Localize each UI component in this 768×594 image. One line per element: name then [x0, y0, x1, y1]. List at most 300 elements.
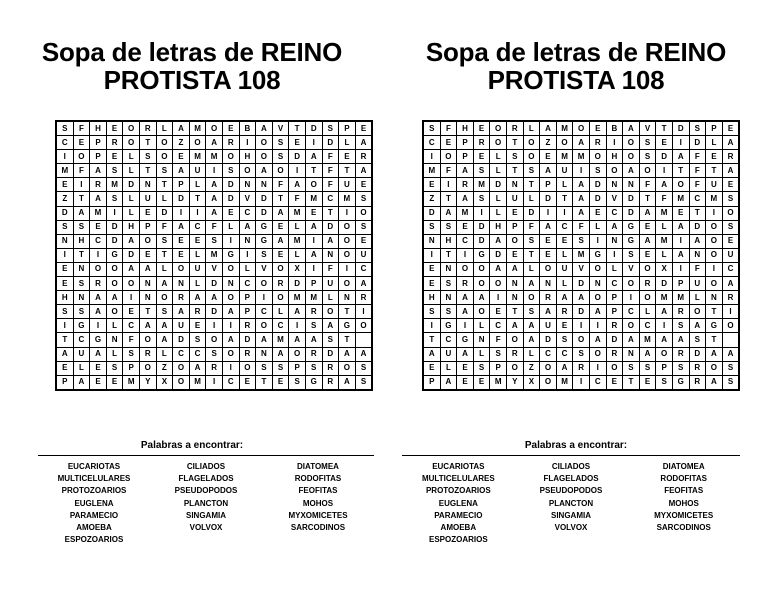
grid-cell: E — [355, 121, 372, 136]
grid-cell: O — [90, 262, 107, 276]
grid-cell: E — [506, 248, 523, 262]
grid-cell: E — [556, 319, 573, 333]
grid-cell: O — [222, 291, 239, 305]
grid-cell: D — [490, 248, 507, 262]
grid-cell: O — [173, 361, 190, 375]
grid-cell: P — [173, 178, 190, 192]
grid-cell: A — [457, 347, 474, 361]
grid-cell: F — [573, 220, 590, 234]
grid-cell: E — [339, 150, 356, 164]
grid-cell: A — [556, 361, 573, 375]
grid-cell: I — [589, 234, 606, 248]
grid-cell: E — [289, 136, 306, 150]
grid-cell: I — [123, 291, 140, 305]
grid-cell: T — [139, 305, 156, 319]
grid-cell: O — [589, 262, 606, 276]
word-item: EUGLENA — [74, 498, 114, 508]
grid-cell: V — [239, 192, 256, 206]
divider-line — [38, 455, 374, 456]
grid-cell: A — [506, 319, 523, 333]
grid-row — [423, 121, 739, 136]
grid-cell: S — [156, 234, 173, 248]
grid-cell: D — [256, 206, 273, 220]
grid-cell: T — [440, 192, 457, 206]
grid-cell: Z — [423, 192, 440, 206]
grid-cell: L — [189, 277, 206, 291]
grid-cell: O — [706, 220, 723, 234]
grid-cell: I — [305, 262, 322, 276]
grid-row — [56, 291, 372, 305]
word-item: PLANCTON — [183, 498, 229, 508]
grid-cell: L — [289, 220, 306, 234]
grid-cell: F — [206, 220, 223, 234]
grid-cell: D — [689, 220, 706, 234]
grid-cell: R — [322, 361, 339, 375]
grid-cell: T — [706, 164, 723, 178]
grid-cell: C — [239, 206, 256, 220]
grid-cell: D — [540, 192, 557, 206]
grid-cell: E — [139, 248, 156, 262]
grid-cell: R — [606, 347, 623, 361]
grid-cell: G — [222, 248, 239, 262]
grid-cell: L — [106, 347, 123, 361]
grid-cell: T — [523, 178, 540, 192]
title-line-2: PROTISTA 108 — [103, 65, 281, 95]
grid-cell: L — [239, 262, 256, 276]
grid-cell: S — [156, 305, 173, 319]
grid-cell: R — [672, 347, 689, 361]
grid-cell: L — [106, 319, 123, 333]
grid-cell: O — [123, 136, 140, 150]
grid-cell: L — [289, 248, 306, 262]
grid-cell: M — [106, 178, 123, 192]
grid-cell: N — [256, 178, 273, 192]
word-item: MULTICELULARES — [421, 474, 495, 484]
grid-cell: O — [689, 305, 706, 319]
word-item: SARCODINOS — [290, 523, 346, 533]
grid-cell: R — [722, 150, 739, 164]
grid-cell: N — [423, 234, 440, 248]
grid-cell: C — [73, 333, 90, 347]
grid-cell: F — [523, 220, 540, 234]
grid-cell: S — [639, 361, 656, 375]
grid-cell: A — [656, 305, 673, 319]
grid-cell: E — [90, 375, 107, 390]
grid-cell: H — [73, 234, 90, 248]
grid-cell: O — [289, 347, 306, 361]
grid-cell: R — [573, 361, 590, 375]
grid-cell: L — [123, 164, 140, 178]
grid-cell: F — [73, 164, 90, 178]
grid-cell: P — [540, 178, 557, 192]
grid-cell: S — [305, 361, 322, 375]
grid-cell: I — [656, 164, 673, 178]
word-item: ESPOZOARIOS — [428, 535, 488, 545]
grid-cell: E — [272, 220, 289, 234]
grid-cell: N — [339, 291, 356, 305]
grid-cell: A — [355, 347, 372, 361]
grid-cell: A — [556, 291, 573, 305]
grid-cell: O — [606, 164, 623, 178]
grid-cell: B — [606, 121, 623, 136]
grid-cell: I — [56, 319, 73, 333]
grid-cell: S — [623, 248, 640, 262]
grid-cell: E — [540, 150, 557, 164]
grid-cell: S — [222, 164, 239, 178]
grid-cell: S — [473, 192, 490, 206]
grid-row — [56, 121, 372, 136]
grid-cell: P — [305, 277, 322, 291]
grid-cell: E — [222, 121, 239, 136]
grid-cell: T — [440, 248, 457, 262]
grid-cell: T — [639, 192, 656, 206]
grid-cell: F — [73, 121, 90, 136]
grid-cell: A — [206, 291, 223, 305]
grid-cell: F — [689, 262, 706, 276]
grid-cell: P — [457, 150, 474, 164]
grid-cell: I — [672, 262, 689, 276]
grid-cell: G — [256, 220, 273, 234]
grid-cell: L — [440, 361, 457, 375]
grid-cell: P — [672, 277, 689, 291]
grid-cell: L — [156, 121, 173, 136]
grid-cell: E — [423, 277, 440, 291]
grid-cell: A — [473, 291, 490, 305]
grid-row — [56, 333, 372, 347]
grid-cell: A — [589, 333, 606, 347]
grid-cell: E — [556, 234, 573, 248]
grid-cell: A — [173, 164, 190, 178]
grid-cell: M — [123, 375, 140, 390]
grid-cell: D — [106, 234, 123, 248]
word-item: FLAGELADOS — [543, 474, 599, 484]
grid-cell: M — [556, 150, 573, 164]
grid-cell: T — [73, 248, 90, 262]
grid-cell: R — [90, 178, 107, 192]
grid-cell: I — [189, 206, 206, 220]
divider-line — [402, 455, 740, 456]
grid-cell: C — [606, 277, 623, 291]
grid-cell: S — [689, 121, 706, 136]
grid-cell: S — [473, 361, 490, 375]
grid-cell: E — [90, 220, 107, 234]
grid-cell: A — [156, 319, 173, 333]
grid-cell: E — [423, 262, 440, 276]
grid-cell: A — [639, 234, 656, 248]
grid-cell: P — [239, 291, 256, 305]
grid-cell: S — [355, 361, 372, 375]
grid-cell: O — [440, 150, 457, 164]
grid-cell: D — [106, 220, 123, 234]
grid-cell: R — [206, 361, 223, 375]
word-column — [402, 461, 515, 546]
grid-cell: D — [322, 220, 339, 234]
grid-row — [423, 375, 739, 390]
grid-cell: Z — [523, 361, 540, 375]
grid-cell: O — [623, 319, 640, 333]
grid-cell: G — [305, 375, 322, 390]
grid-cell: L — [123, 192, 140, 206]
grid-cell: L — [689, 291, 706, 305]
grid-cell: O — [173, 375, 190, 390]
grid-cell: O — [239, 164, 256, 178]
grid-cell: A — [189, 361, 206, 375]
grid-cell: I — [423, 248, 440, 262]
grid-cell: H — [239, 150, 256, 164]
grid-cell: C — [589, 375, 606, 390]
grid-cell: E — [672, 206, 689, 220]
grid-cell: I — [656, 319, 673, 333]
grid-cell: M — [206, 248, 223, 262]
grid-cell: M — [473, 178, 490, 192]
grid-cell: E — [173, 150, 190, 164]
grid-cell: O — [156, 291, 173, 305]
grid-cell: G — [457, 333, 474, 347]
grid-cell: A — [173, 121, 190, 136]
word-column — [262, 461, 374, 546]
grid-cell: M — [656, 291, 673, 305]
grid-cell: L — [156, 262, 173, 276]
grid-cell: R — [689, 361, 706, 375]
word-item: EUCARIOTAS — [432, 462, 485, 471]
letter-grid — [422, 120, 740, 391]
grid-row — [423, 178, 739, 192]
grid-cell: O — [189, 136, 206, 150]
grid-cell: A — [623, 333, 640, 347]
grid-cell: C — [189, 220, 206, 234]
grid-cell: O — [706, 248, 723, 262]
grid-cell: T — [272, 192, 289, 206]
grid-cell: R — [139, 347, 156, 361]
grid-cell: G — [706, 319, 723, 333]
grid-cell: D — [423, 206, 440, 220]
grid-cell: G — [73, 319, 90, 333]
grid-cell: G — [623, 220, 640, 234]
grid-cell: T — [305, 164, 322, 178]
grid-cell: H — [490, 220, 507, 234]
grid-cell: R — [90, 277, 107, 291]
grid-cell: P — [606, 305, 623, 319]
grid-row — [56, 136, 372, 150]
word-item: AMOEBA — [76, 523, 112, 533]
grid-cell: T — [523, 248, 540, 262]
grid-row — [56, 347, 372, 361]
grid-cell: S — [523, 305, 540, 319]
grid-cell: A — [540, 220, 557, 234]
grid-cell: S — [322, 333, 339, 347]
grid-cell: S — [573, 347, 590, 361]
grid-row — [56, 248, 372, 262]
grid-cell: F — [689, 150, 706, 164]
grid-cell: T — [139, 136, 156, 150]
grid-row — [56, 319, 372, 333]
word-item: EUCARIOTAS — [67, 462, 121, 471]
grid-cell: E — [173, 234, 190, 248]
grid-cell: L — [589, 220, 606, 234]
grid-cell: L — [123, 206, 140, 220]
grid-cell: M — [423, 164, 440, 178]
grid-row — [56, 206, 372, 220]
grid-cell: T — [189, 192, 206, 206]
grid-cell: A — [339, 375, 356, 390]
grid-cell: N — [440, 262, 457, 276]
grid-row — [56, 361, 372, 375]
grid-cell: R — [689, 375, 706, 390]
grid-cell: T — [339, 164, 356, 178]
grid-cell: A — [573, 192, 590, 206]
grid-cell: O — [490, 121, 507, 136]
grid-cell: S — [639, 136, 656, 150]
grid-cell: F — [490, 333, 507, 347]
grid-cell: H — [440, 234, 457, 248]
grid-cell: E — [272, 248, 289, 262]
grid-cell: C — [272, 319, 289, 333]
word-item: ESPOZOARIOS — [64, 535, 124, 545]
grid-cell: S — [73, 305, 90, 319]
grid-cell: A — [440, 375, 457, 390]
grid-cell: F — [689, 164, 706, 178]
grid-cell: D — [540, 333, 557, 347]
grid-cell: O — [206, 333, 223, 347]
grid-cell: Z — [156, 361, 173, 375]
word-item: MOHOS — [668, 498, 699, 508]
grid-cell: L — [473, 319, 490, 333]
grid-cell: C — [623, 305, 640, 319]
grid-cell: U — [139, 192, 156, 206]
grid-cell: N — [689, 248, 706, 262]
grid-cell: I — [289, 164, 306, 178]
grid-cell: S — [672, 319, 689, 333]
grid-cell: I — [106, 206, 123, 220]
grid-cell: T — [339, 333, 356, 347]
grid-cell: S — [106, 164, 123, 178]
grid-cell: E — [90, 361, 107, 375]
grid-cell: I — [206, 319, 223, 333]
grid-cell: N — [256, 347, 273, 361]
grid-cell: Z — [56, 192, 73, 206]
grid-cell: P — [289, 361, 306, 375]
grid-cell: U — [722, 248, 739, 262]
word-item: PROTOZOARIOS — [425, 486, 491, 496]
grid-cell: O — [272, 291, 289, 305]
grid-cell: I — [589, 319, 606, 333]
grid-cell: U — [556, 164, 573, 178]
grid-cell: P — [123, 361, 140, 375]
grid-cell: I — [706, 206, 723, 220]
grid-cell: A — [540, 121, 557, 136]
grid-cell: A — [256, 164, 273, 178]
grid-cell: D — [222, 178, 239, 192]
grid-cell: H — [606, 150, 623, 164]
grid-cell: E — [355, 178, 372, 192]
grid-cell: C — [556, 347, 573, 361]
grid-cell: O — [706, 361, 723, 375]
grid-cell: A — [457, 192, 474, 206]
grid-cell: Z — [540, 136, 557, 150]
grid-cell: M — [90, 206, 107, 220]
grid-cell: S — [156, 164, 173, 178]
grid-cell: A — [73, 206, 90, 220]
grid-cell: M — [706, 192, 723, 206]
grid-cell: A — [672, 333, 689, 347]
grid-cell: E — [56, 361, 73, 375]
grid-cell: I — [672, 136, 689, 150]
grid-cell: L — [222, 220, 239, 234]
grid-cell: D — [173, 333, 190, 347]
grid-cell: I — [457, 319, 474, 333]
grid-cell: D — [573, 305, 590, 319]
grid-cell: L — [523, 192, 540, 206]
grid-cell: T — [556, 192, 573, 206]
grid-cell: E — [473, 150, 490, 164]
word-item: PSEUDOPODOS — [174, 486, 238, 496]
grid-cell: M — [556, 375, 573, 390]
grid-cell: L — [189, 248, 206, 262]
grid-cell: N — [73, 262, 90, 276]
grid-cell: T — [256, 375, 273, 390]
word-item: CILIADOS — [186, 462, 226, 471]
word-column — [38, 461, 150, 546]
grid-cell: U — [556, 262, 573, 276]
grid-cell: O — [672, 178, 689, 192]
grid-cell: E — [457, 220, 474, 234]
grid-cell: P — [90, 150, 107, 164]
grid-cell: C — [322, 192, 339, 206]
grid-cell: E — [73, 136, 90, 150]
grid-cell: R — [355, 291, 372, 305]
grid-row — [423, 192, 739, 206]
grid-cell: R — [506, 347, 523, 361]
grid-cell: O — [222, 150, 239, 164]
grid-cell: A — [272, 206, 289, 220]
grid-cell: I — [90, 319, 107, 333]
grid-cell: I — [239, 248, 256, 262]
grid-cell: G — [106, 248, 123, 262]
grid-cell: Y — [139, 375, 156, 390]
grid-cell: S — [106, 192, 123, 206]
grid-cell: R — [272, 277, 289, 291]
grid-cell: L — [322, 291, 339, 305]
word-item: MYXOMICETES — [654, 510, 714, 520]
grid-cell: S — [73, 277, 90, 291]
grid-cell: I — [423, 319, 440, 333]
grid-cell: E — [656, 136, 673, 150]
grid-cell: I — [90, 248, 107, 262]
grid-cell: N — [173, 277, 190, 291]
grid-cell: A — [672, 220, 689, 234]
grid-cell: S — [322, 121, 339, 136]
grid-cell: S — [272, 136, 289, 150]
grid-cell: I — [589, 361, 606, 375]
grid-cell: N — [239, 234, 256, 248]
grid-cell: L — [556, 178, 573, 192]
word-item: VOLVOX — [189, 523, 223, 533]
grid-cell: E — [56, 178, 73, 192]
grid-cell: N — [56, 234, 73, 248]
grid-cell: H — [90, 121, 107, 136]
grid-cell: V — [639, 121, 656, 136]
grid-cell: L — [490, 164, 507, 178]
grid-cell: D — [222, 192, 239, 206]
grid-cell: N — [440, 291, 457, 305]
grid-cell: L — [73, 361, 90, 375]
grid-cell: O — [256, 319, 273, 333]
grid-cell: I — [355, 305, 372, 319]
grid-cell: C — [556, 220, 573, 234]
grid-cell: U — [189, 262, 206, 276]
grid-row — [56, 150, 372, 164]
grid-cell: M — [189, 375, 206, 390]
